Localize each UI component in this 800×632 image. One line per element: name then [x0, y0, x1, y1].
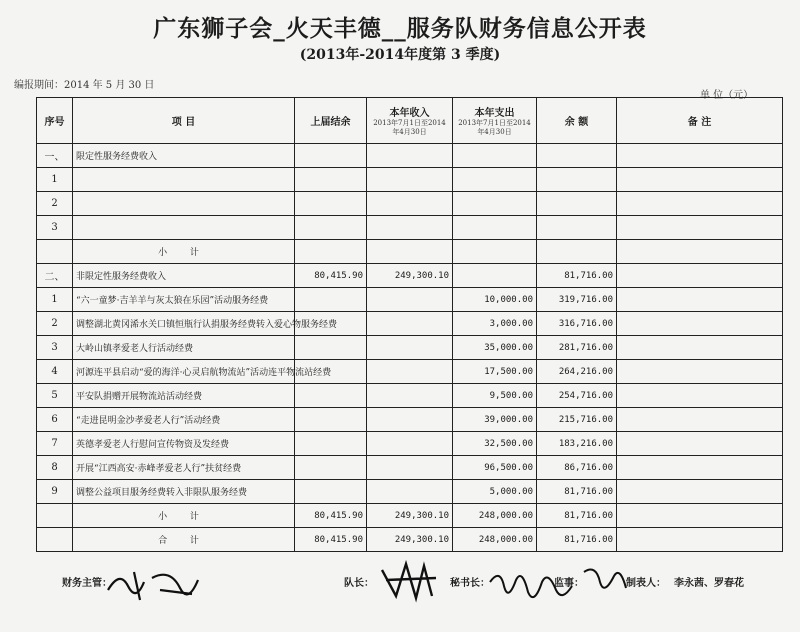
row-income: [367, 192, 453, 216]
row-seq: 二、: [37, 264, 73, 288]
row-prev-balance: [295, 144, 367, 168]
preparer-label: 制表人：: [626, 578, 666, 589]
row-income: [367, 144, 453, 168]
row-income: [367, 216, 453, 240]
row-item: 河源连平县启动“爱的海洋·心灵启航物流站”活动连平物流站经费: [73, 360, 295, 384]
report-title: 广东狮子会_火天丰德__服务队财务信息公开表: [153, 15, 647, 42]
row-expense: [453, 192, 537, 216]
row-expense: 5,000.00: [453, 480, 537, 504]
row-expense: 96,500.00: [453, 456, 537, 480]
row-note: [617, 384, 783, 408]
row-note: [617, 432, 783, 456]
preparer-names: 李永茜、罗春花: [674, 578, 744, 589]
finance-table: [36, 97, 783, 552]
row-prev-balance: [295, 384, 367, 408]
row-item: [73, 192, 295, 216]
row-prev-balance: [295, 456, 367, 480]
row-expense: [453, 240, 537, 264]
col-expense: [453, 98, 537, 144]
row-item: [73, 168, 295, 192]
row-item: “走进昆明金沙孝爱老人行”活动经费: [73, 408, 295, 432]
row-item: 调整公益项目服务经费转入非限队服务经费: [73, 480, 295, 504]
row-seq: 3: [37, 216, 73, 240]
row-expense: 35,000.00: [453, 336, 537, 360]
row-item: 英德孝爱老人行慰问宣传物资及发经费: [73, 432, 295, 456]
row-seq: [37, 240, 73, 264]
row-income: [367, 432, 453, 456]
table-row: [37, 408, 783, 432]
row-balance: [537, 144, 617, 168]
row-item: 限定性服务经费收入: [73, 144, 295, 168]
row-balance: 264,216.00: [537, 360, 617, 384]
table-row: [37, 192, 783, 216]
row-income: [367, 456, 453, 480]
row-item: 合 计: [73, 528, 295, 552]
row-income: [367, 336, 453, 360]
col-income-label: 本年收入: [389, 108, 430, 119]
table-row: [37, 240, 783, 264]
table-row: [37, 312, 783, 336]
row-income: [367, 408, 453, 432]
row-balance: 81,716.00: [537, 504, 617, 528]
table-header-row: [37, 98, 783, 144]
row-note: [617, 504, 783, 528]
row-seq: 1: [37, 288, 73, 312]
row-prev-balance: [295, 336, 367, 360]
row-item: “六一童梦·吉羊羊与灰太狼在乐园”活动服务经费: [73, 288, 295, 312]
table-row: [37, 456, 783, 480]
row-prev-balance: 80,415.90: [295, 528, 367, 552]
row-item: 大岭山镇孝爱老人行活动经费: [73, 336, 295, 360]
row-expense: [453, 216, 537, 240]
row-note: [617, 144, 783, 168]
row-income: [367, 360, 453, 384]
row-item: 小 计: [73, 240, 295, 264]
col-income-period: 2013年7月1日至2014年4月30日: [373, 119, 446, 136]
row-balance: [537, 240, 617, 264]
report-date: 编报期间：2014 年 5 月 30 日: [14, 80, 155, 91]
row-income: [367, 288, 453, 312]
row-note: [617, 288, 783, 312]
row-seq: 5: [37, 384, 73, 408]
report-subtitle: (2013年-2014年度第 3 季度): [299, 47, 501, 63]
table-body: [37, 144, 783, 552]
row-income: [367, 168, 453, 192]
col-expense-label: 本年支出: [474, 108, 515, 119]
row-expense: 3,000.00: [453, 312, 537, 336]
row-prev-balance: [295, 288, 367, 312]
row-seq: [37, 504, 73, 528]
row-item: 非限定性服务经费收入: [73, 264, 295, 288]
row-expense: 17,500.00: [453, 360, 537, 384]
row-item: 调整湖北黄冈浠水关口镇恒瓶行认捐服务经费转入爱心物服务经费: [73, 312, 295, 336]
table-row: [37, 504, 783, 528]
col-balance: 余 额: [537, 98, 617, 144]
row-prev-balance: [295, 192, 367, 216]
row-balance: 281,716.00: [537, 336, 617, 360]
table-row: [37, 288, 783, 312]
row-prev-balance: [295, 408, 367, 432]
row-balance: 81,716.00: [537, 480, 617, 504]
secretary-label: 秘书长：: [450, 578, 490, 589]
row-income: 249,300.10: [367, 504, 453, 528]
row-seq: 4: [37, 360, 73, 384]
table-row: [37, 432, 783, 456]
row-seq: 8: [37, 456, 73, 480]
table-row: [37, 384, 783, 408]
row-item: 平安队捐赠开展物流站活动经费: [73, 384, 295, 408]
row-income: [367, 312, 453, 336]
table-row: [37, 360, 783, 384]
row-balance: 86,716.00: [537, 456, 617, 480]
row-item: [73, 216, 295, 240]
row-expense: 9,500.00: [453, 384, 537, 408]
row-note: [617, 480, 783, 504]
col-income: [367, 98, 453, 144]
row-expense: [453, 264, 537, 288]
row-prev-balance: [295, 480, 367, 504]
row-balance: 183,216.00: [537, 432, 617, 456]
row-prev-balance: [295, 240, 367, 264]
row-item: 开展“江西高安·赤峰孝爱老人行”扶贫经费: [73, 456, 295, 480]
row-seq: [37, 528, 73, 552]
row-seq: 3: [37, 336, 73, 360]
finance-supervisor-label: 财务主管：: [62, 578, 112, 589]
row-prev-balance: 80,415.90: [295, 504, 367, 528]
row-seq: 1: [37, 168, 73, 192]
row-balance: 81,716.00: [537, 264, 617, 288]
auditor-label: 监事：: [554, 578, 584, 589]
col-item: 项 目: [73, 98, 295, 144]
row-expense: 32,500.00: [453, 432, 537, 456]
row-note: [617, 240, 783, 264]
col-expense-period: 2013年7月1日至2014年4月30日: [458, 119, 531, 136]
row-expense: 39,000.00: [453, 408, 537, 432]
row-note: [617, 528, 783, 552]
row-balance: 319,716.00: [537, 288, 617, 312]
row-expense: 10,000.00: [453, 288, 537, 312]
row-prev-balance: [295, 216, 367, 240]
row-seq: 7: [37, 432, 73, 456]
row-income: [367, 384, 453, 408]
row-note: [617, 336, 783, 360]
captain-label: 队长：: [344, 578, 374, 589]
row-note: [617, 168, 783, 192]
row-prev-balance: 80,415.90: [295, 264, 367, 288]
row-balance: 81,716.00: [537, 528, 617, 552]
row-note: [617, 408, 783, 432]
row-note: [617, 312, 783, 336]
row-seq: 6: [37, 408, 73, 432]
row-note: [617, 456, 783, 480]
table-row: [37, 480, 783, 504]
row-seq: 2: [37, 192, 73, 216]
row-expense: 248,000.00: [453, 504, 537, 528]
row-balance: 215,716.00: [537, 408, 617, 432]
table-row: [37, 216, 783, 240]
captain-signature: [376, 556, 446, 606]
row-item: 小 计: [73, 504, 295, 528]
table-row: [37, 144, 783, 168]
row-balance: 316,716.00: [537, 312, 617, 336]
table-row: [37, 168, 783, 192]
col-seq: 序号: [37, 98, 73, 144]
col-note: 备 注: [617, 98, 783, 144]
row-income: [367, 480, 453, 504]
row-income: [367, 240, 453, 264]
row-prev-balance: [295, 432, 367, 456]
row-expense: [453, 144, 537, 168]
unit-label: 单 位（元）: [700, 90, 754, 101]
row-seq: 2: [37, 312, 73, 336]
row-income: 249,300.10: [367, 264, 453, 288]
row-balance: [537, 192, 617, 216]
row-balance: [537, 168, 617, 192]
auditor-signature: [580, 562, 630, 602]
col-prev-balance: 上届结余: [295, 98, 367, 144]
table-row: [37, 528, 783, 552]
row-note: [617, 264, 783, 288]
row-expense: [453, 168, 537, 192]
row-note: [617, 360, 783, 384]
row-balance: [537, 216, 617, 240]
row-balance: 254,716.00: [537, 384, 617, 408]
row-seq: 一、: [37, 144, 73, 168]
finance-supervisor-signature: [100, 560, 210, 610]
table-row: [37, 336, 783, 360]
row-note: [617, 192, 783, 216]
row-seq: 9: [37, 480, 73, 504]
row-note: [617, 216, 783, 240]
row-expense: 248,000.00: [453, 528, 537, 552]
row-income: 249,300.10: [367, 528, 453, 552]
table-row: [37, 264, 783, 288]
row-prev-balance: [295, 168, 367, 192]
